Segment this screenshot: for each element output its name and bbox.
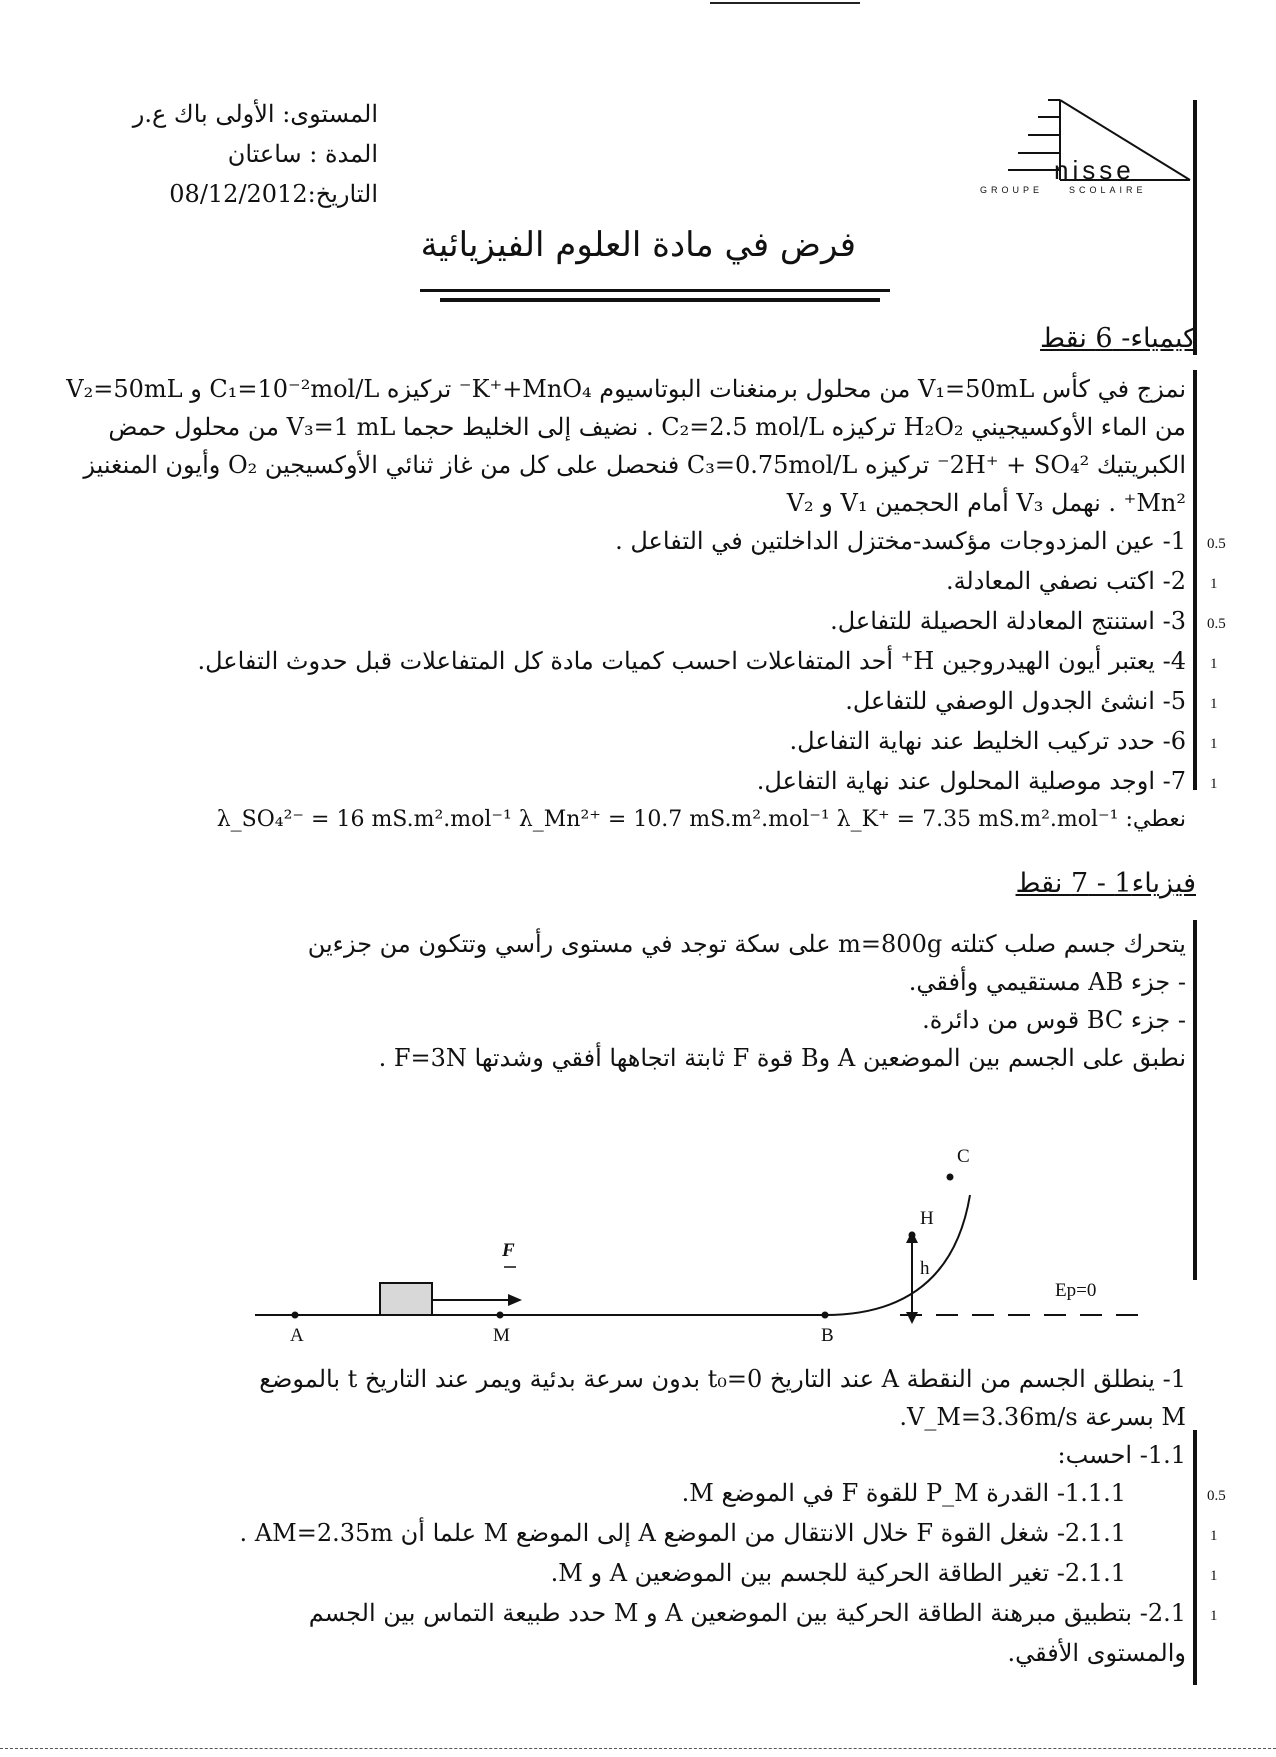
- phys-question: 1.1- احسب:: [1057, 1441, 1186, 1469]
- label-h-point: H: [920, 1208, 934, 1229]
- point-a: [292, 1312, 299, 1319]
- points-label: 0.5: [1207, 1488, 1226, 1504]
- solid-block: [380, 1283, 432, 1315]
- chem-intro-line: نمزج في كأس V₁=50mL من محلول برمنغنات البوتاسيوم K⁺+MnO₄⁻ تركيزه C₁=10⁻²mol/L و V₂=50mL: [66, 375, 1186, 403]
- chem-question: 2- اكتب نصفي المعادلة.: [945, 567, 1186, 595]
- chem-question: 6- حدد تركيب الخليط عند نهاية التفاعل.: [789, 727, 1186, 755]
- school-logo: [980, 95, 1200, 205]
- points-label: 1: [1210, 736, 1218, 752]
- point-b: [822, 1312, 829, 1319]
- page-title: فرض في مادة العلوم الفيزيائية: [420, 225, 856, 265]
- phys-question: 1- ينطلق الجسم من النقطة A عند التاريخ t₀=0 بدون سرعة بدئية ويمر عند التاريخ t بالموضع: [259, 1365, 1186, 1393]
- border-bar: [1193, 370, 1197, 790]
- level-text: المستوى: الأولى باك ع.ر: [132, 100, 378, 128]
- physics-heading: فيزياء1 - 7 نقط: [1015, 868, 1196, 899]
- track-figure: [250, 1140, 1150, 1350]
- points-label: 1: [1210, 1568, 1218, 1584]
- chemistry-heading: كيمياء- 6 نقط: [1040, 323, 1196, 354]
- label-ep: Ep=0: [1055, 1280, 1097, 1301]
- points-label: 1: [1210, 1528, 1218, 1544]
- points-label: 0.5: [1207, 536, 1226, 552]
- chem-question: 5- انشئ الجدول الوصفي للتفاعل.: [845, 687, 1186, 715]
- phys-question: والمستوى الأفقي.: [1007, 1639, 1186, 1667]
- points-label: 1: [1210, 776, 1218, 792]
- chem-question: 4- يعتبر أيون الهيدروجين H⁺ أحد المتفاعلات احسب كميات مادة كل المتفاعلات قبل حدوث التفاعل.: [197, 647, 1186, 675]
- phys-question: 2.1- بتطبيق مبرهنة الطاقة الحركية بين الموضعين A و M حدد طبيعة التماس بين الجسم: [308, 1599, 1186, 1627]
- arc-track: [825, 1195, 970, 1315]
- points-label: 1: [1210, 1608, 1218, 1624]
- bottom-rule: [0, 1748, 1276, 1749]
- chem-intro-line: من الماء الأوكسيجيني H₂O₂ تركيزه C₂=2.5 mol/L . نضيف إلى الخليط حجما V₃=1 mL من محلول حمض: [108, 413, 1186, 441]
- conductivity-data: نعطي: λ_SO₄²⁻ = 16 mS.m².mol⁻¹ λ_Mn²⁺ = 10.7 mS.m².mol⁻¹ λ_K⁺ = 7.35 mS.m².mol⁻¹: [216, 807, 1186, 832]
- phys-intro-line: نطبق على الجسم بين الموضعين A وB قوة F ثابتة اتجاهها أفقي وشدتها F=3N .: [378, 1044, 1186, 1072]
- point-c: [947, 1174, 954, 1181]
- chem-question: 7- اوجد موصلية المحلول عند نهاية التفاعل.: [756, 767, 1186, 795]
- border-bar: [1193, 100, 1197, 355]
- label-m: M: [493, 1325, 510, 1346]
- point-h: [909, 1232, 916, 1239]
- duration-text: المدة : ساعتان: [227, 140, 378, 168]
- border-bar: [1193, 920, 1197, 1280]
- chem-intro-line: Mn²⁺ . نهمل V₃ أمام الحجمين V₁ و V₂: [786, 489, 1186, 517]
- phys-question: 2.1.1- شغل القوة F خلال الانتقال من الموضع A إلى الموضع M علما أن AM=2.35m .: [239, 1519, 1126, 1547]
- chem-question: 3- استنتج المعادلة الحصيلة للتفاعل.: [830, 607, 1186, 635]
- points-label: 1: [1210, 576, 1218, 592]
- chem-question: 1- عين المزدوجات مؤكسد-مختزل الداخلتين في التفاعل .: [615, 527, 1186, 555]
- border-bar: [1193, 1430, 1197, 1685]
- phys-question: M بسرعة V_M=3.36m/s.: [899, 1403, 1186, 1431]
- phys-intro-line: - جزء AB مستقيمي وأفقي.: [908, 968, 1186, 996]
- chem-intro-line: الكبريتيك 2H⁺ + SO₄²⁻ تركيزه C₃=0.75mol/L فنحصل على كل من غاز ثنائي الأوكسيجين O₂ وأيون المنغنيز: [83, 451, 1186, 479]
- phys-intro-line: - جزء BC قوس من دائرة.: [922, 1006, 1186, 1034]
- points-label: 0.5: [1207, 616, 1226, 632]
- height-arrowhead: [906, 1312, 918, 1324]
- points-label: 1: [1210, 696, 1218, 712]
- logo-name: nisse: [1054, 155, 1135, 185]
- label-height: h: [920, 1258, 930, 1279]
- top-rule: [710, 2, 860, 4]
- title-underline: [420, 289, 890, 292]
- logo-subtitle: GROUPE SCOLAIRE: [980, 185, 1147, 195]
- label-b: B: [821, 1325, 834, 1346]
- label-c: C: [957, 1146, 970, 1167]
- label-a: A: [290, 1325, 304, 1346]
- force-label: F: [502, 1240, 515, 1261]
- phys-question: 2.1.1- تغير الطاقة الحركية للجسم بين الموضعين A و M.: [550, 1559, 1126, 1587]
- phys-intro-line: يتحرك جسم صلب كتلته m=800g على سكة توجد في مستوى رأسي وتتكون من جزءين: [307, 930, 1186, 958]
- point-m: [497, 1312, 504, 1319]
- date-text: التاريخ:08/12/2012: [169, 180, 378, 208]
- title-underline-2: [440, 298, 880, 302]
- force-arrowhead: [508, 1294, 522, 1306]
- phys-question: 1.1.1- القدرة P_M للقوة F في الموضع M.: [681, 1479, 1126, 1507]
- points-label: 1: [1210, 656, 1218, 672]
